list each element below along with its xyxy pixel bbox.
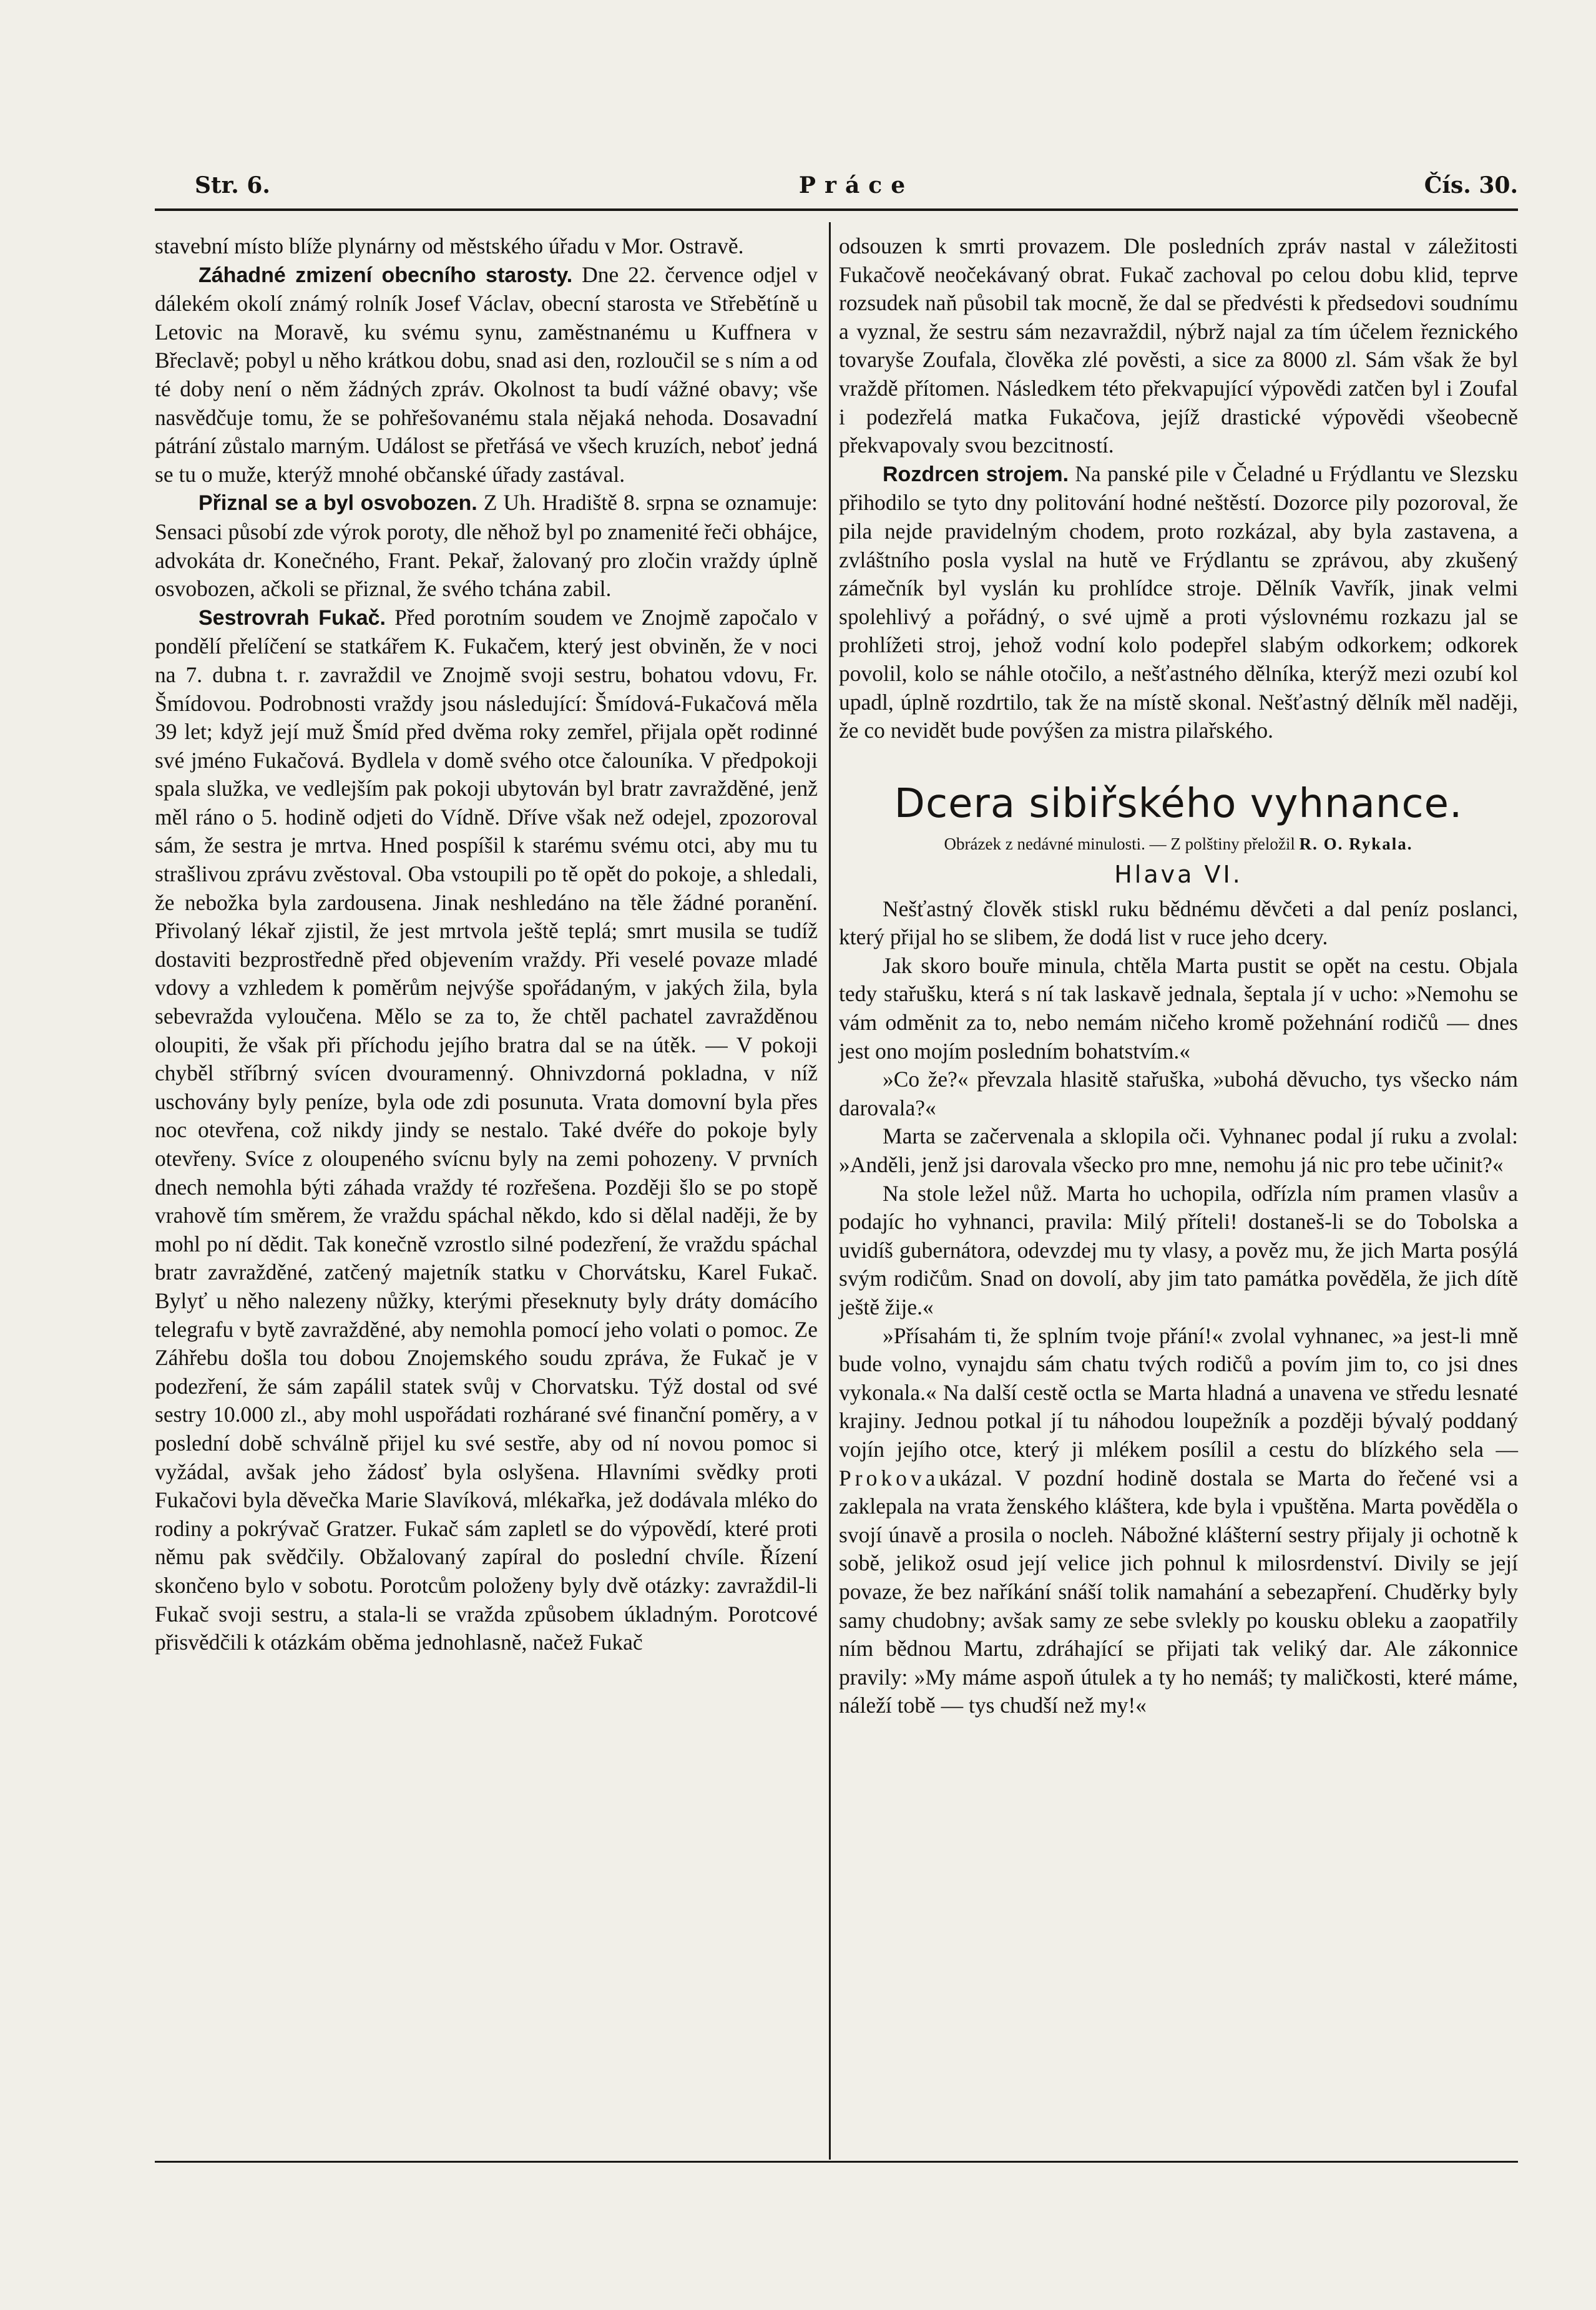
left-column bbox=[155, 232, 818, 1657]
story-paragraph: Marta se začervenala a sklopila oči. Vyhnanec podal jí ruku a zvolal: »Anděli, jenž jsi darovala všecko pro mne, nemohu já nic pro tebe učinit?« bbox=[839, 1123, 1518, 1178]
right-column bbox=[839, 232, 1518, 1720]
story-paragraph: Nešťastný člověk stiskl ruku bědnému děvčeti a dal peníz poslanci, který přijal ho se slibem, že dodá list v ruce jeho dcery. bbox=[839, 896, 1518, 950]
article-headline: Přiznal se a byl osvobozen. bbox=[198, 491, 477, 516]
article-disappearance bbox=[155, 261, 818, 489]
article-machine bbox=[839, 460, 1518, 745]
page-number: Str. 6. bbox=[195, 172, 270, 198]
subtitle-text: Obrázek z nedávné minulosti. — Z polštiny přeložil bbox=[944, 834, 1295, 853]
story-paragraph: Jak skoro bouře minula, chtěla Marta pustit se opět na cestu. Objala tedy stařušku, která s ní tak laskavě jednala, šeptala jí v ucho: »Nemohu se vám odměnit za to, nebo nemám ničeho kromě požehnání rodičů — dnes jest ono mojím posledním bohatstvím.« bbox=[839, 952, 1518, 1064]
place-name: Prokova bbox=[839, 1465, 939, 1490]
issue-number: Čís. 30. bbox=[1424, 172, 1518, 198]
article-body: Z Uh. Hradiště 8. srpna se oznamuje: Sensaci působí zde výrok poroty, dle něhož byl po znamenité řeči obhájce, advokáta dr. Konečného, Frant. Pekař, žalovaný pro zločin vraždy úplně osvobozen, ačkoli se přiznal, že svého tchána zabil. bbox=[155, 490, 818, 602]
header-rule bbox=[155, 208, 1518, 211]
story-subtitle bbox=[839, 831, 1518, 856]
article-body: Před porotním soudem ve Znojmě započalo v pondělí přelíčení se statkářem K. Fukačem, který jest obviněn, že v noci na 7. dubna t. r. zavraždil ve Znojmě svoji sestru, bohatou vdovu, Fr. Šmídovou. Podrobnosti vraždy jsou následující: Šmídová-Fukačová měla 39 let; když její muž Šmíd před dvěma roky zemřel, přijala opět rodinné své jméno Fukačová. Bydlela v domě svého otce čalouníka. V předpokoji spala služka, ve vedlejším pak pokoji ubytován byl bratr zavražděné, jenž měl ráno o 5. hodině odjeti do Vídně. Dříve však než odejel, zpozoroval sám, že sestra je mrtva. Hned pospíšil k starému svému otci, aby mu tu strašlivou zprávu zvěstoval. Oba vstoupili po tě opět do pokoje, a shledali, že nebožka byla zardousena. Jinak neshledáno na těle žádné poranění. Přivolaný lékař zjistil, že jest mrtvola ještě teplá; smrt musila se tudíž dostaviti bezprostředně před objevením vraždy. Při veselé povaze mladé vdovy a vzhledem k poměrům nejvýše spořádaným, v jakých žila, byla sebevražda vyloučena. Mělo se za to, že chtěl pachatel zavražděnou oloupiti, že však při příchodu jejího bratra dal se na útěk. — V pokoji chyběl stříbrný svícen dvouramenný. Ohnivzdorná pokladna, v níž uschovány byly peníze, byla ode zdi posunuta. Vrata domovní byla přes noc otevřena, což nikdy jindy se nestalo. Také dvéře do pokoje byly otevřeny. Svíce z oloupeného svícnu byly na zemi pohozeny. V prvních dnech nemohla býti záhada vraždy té rozřešena. Později šlo se po stopě vrahově tím směrem, že vraždu spáchal někdo, kdo si dělal naději, že by mohl po ní dědit. Tak konečně vzrostlo silné podezření, že vraždu spáchal bratr zavražděné, zatčený majetník statku v Chorvátsku, Karel Fukač. Bylyť u něho nalezeny nůžky, kterými přeseknuty byly dráty domácího telegrafu v bytě zavražděné, aby nemohla pomocí jeho volati o pomoc. Ze Záhřebu došla tou dobou Znojemského soudu zpráva, že Fukač je v podezření, že sám zapálil statek svůj v Chorvatsku. Týž dostal od své sestry 10.000 zl., aby mohl uspořádati rozhárané své finanční poměry, a v poslední době schválně přijel ku své sestře, aby od ní novou pomoc si vyžádal, avšak jeho žádosť byla oslyšena. Hlavními svědky proti Fukačovi byla děvečka Marie Slavíková, mlékařka, jež dodávala mléko do rodiny a pokrývač Gratzer. Fukač sám zapletl se do výpovědí, které proti němu pak svědčily. Obžalovaný zapíral do poslední chvíle. Řízení skončeno bylo v sobotu. Porotcům položeny byly dvě otázky: zavraždil-li Fukač svoji sestru, a stala-li se vražda způsobem úkladným. Porotcové přisvědčili k otázkám oběma jednohlasně, načež Fukač bbox=[155, 604, 818, 1655]
story-text: ukázal. V pozdní hodině dostala se Marta do řečené vsi a zaklepala na vrata ženského kláštera, kde byla i vpuštěna. Marta pověděla o svojí únavě a prosila o nocleh. Nábožné klášterní sestry přijaly ji ochotně k sobě, jelikož osud její velice jich pohnul k milosrdenství. Divily se její povaze, že bez naříkání snáší tolik namahání a sebezapření. Chuděrky byly samy chudobny; avšak samy ze sebe svlekly po kousku obleku a zaopatřily ním bědnou Martu, zdráhající se přijati tak veliký dar. Ale zákonnice pravily: »My máme aspoň útulek a ty ho nemáš; ty maličkosti, které máme, náleží tobě — tys chudší než my!« bbox=[839, 1465, 1518, 1718]
continued-paragraph: odsouzen k smrti provazem. Dle posledních zpráv nastal v záležitosti Fukačově neočekávaný obrat. Fukač zachoval po celou dobu klid, teprve rozsudek naň působil tak mocně, že dal se předvésti k předsedovi soudnímu a vyznal, že sestru sám nezavraždil, nýbrž najal za tím účelem řeznického tovaryše Zoufala, člověka zlé pověsti, a sice za 8000 zl. Sám však že byl vraždě přítomen. Následkem této překvapující výpovědi zatčen byl i Zoufal i podezřelá matka Fukačova, jejíž drastické výpovědi všeobecně překvapovaly svou bezcitností. bbox=[839, 233, 1518, 458]
story-paragraph bbox=[839, 1322, 1518, 1720]
article-headline: Záhadné zmizení obecního starosty. bbox=[198, 263, 573, 287]
story-paragraph: »Co že?« převzala hlasitě stařuška, »ubohá děvucho, tys všecko nám darovala?« bbox=[839, 1067, 1518, 1120]
article-headline: Rozdrcen strojem. bbox=[883, 462, 1069, 486]
article-body: Dne 22. července odjel v dálekém okolí známý rolník Josef Václav, obecní starosta ve Střebětíně u Letovic na Moravě, ku svému synu, zaměstnanému u Kuffnera v Břeclavě; pobyl u něho krátkou dobu, snad asi den, rozloučil se s ním a od té doby není o něm žádných zpráv. Okolnost ta budí vážné obavy; vše nasvědčuje tomu, že se pohřešovanému stala nějaká nehoda. Dosavadní pátrání zůstalo marným. Událost se přetřásá ve všech kruzích, neboť jedná se tu o muže, kterýž mnohé občanské úřady zastával. bbox=[155, 262, 818, 487]
story-paragraph: Na stole ležel nůž. Marta ho uchopila, odřízla ním pramen vlasův a podajíc ho vyhnanci, pravila: Milý příteli! dostaneš-li se do Tobolska a uvidíš gubernátora, odevzdej mu ty vlasy, a pověz mu, že jich Marta posýlá svým rodičům. Snad on dovolí, aby jim tato památka pověděla, že jich dítě ještě žije.« bbox=[839, 1180, 1518, 1319]
story-text: »Přísahám ti, že splním tvoje přání!« zvolal vyhnanec, »a jest-li mně bude volno, vynajdu sám chatu tvých rodičů a povím jim to, co jsi dnes vykonala.« Na další cestě octla se Marta hladná a unavena ve středu lesnaté krajiny. Jednou potkal jí tu náhodou loupežník a později bývalý poddaný vojín jejího otce, který ji mlékem posílil a cestu do blízkého sela — bbox=[839, 1323, 1518, 1462]
column-divider bbox=[829, 222, 831, 2160]
footer-rule bbox=[155, 2161, 1518, 2163]
translator-name: R. O. Rykala. bbox=[1299, 834, 1413, 853]
chapter-heading: Hlava VI. bbox=[1114, 860, 1243, 888]
page-header bbox=[195, 172, 1518, 203]
intro-paragraph: stavební místo blíže plynárny od městského úřadu v Mor. Ostravě. bbox=[155, 233, 744, 258]
newspaper-title: Práce bbox=[798, 172, 914, 198]
story-title: Dcera sibiřského vyhnance. bbox=[894, 780, 1463, 827]
article-headline: Sestrovrah Fukač. bbox=[198, 605, 386, 630]
article-confession bbox=[155, 489, 818, 603]
article-body: Na panské pile v Čeladné u Frýdlantu ve Slezsku přihodilo se tyto dny politování hodné neštěstí. Dozorce pily pozoroval, že pila nejde pravidelným chodem, proto rozkázal, aby byla zastavena, a zvláštního posla vyslal na hutě ve Frýdlantu se zprávou, aby zkušený zámečník byl vyslán ku prohlídce stroje. Dělník Vavřík, jinak velmi spolehlivý a pořádný, o své ujmě a proti výslovnému rozkazu jal se prohlížeti stroj, jehož vodní kolo podepřel slabým odkorkem; odkorek povolil, kolo se náhle otočilo, a nešťastného dělníka, kterýž mezi ozubí kol upadl, úplně rozdrtilo, tak že na místě skonal. Nešťastný dělník měl naději, že co nevidět bude povýšen za mistra pilařského. bbox=[839, 461, 1518, 743]
article-fukac bbox=[155, 604, 818, 1657]
